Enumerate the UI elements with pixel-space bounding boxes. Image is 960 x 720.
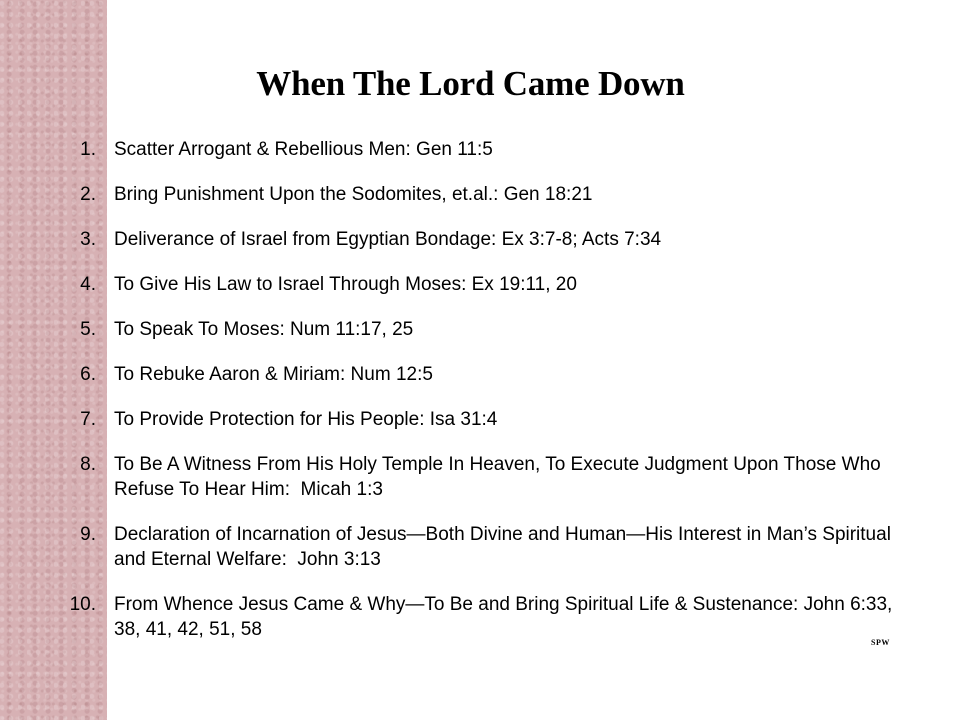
item-text: To Rebuke Aaron & Miriam: Num 12:5 (114, 364, 433, 385)
list-item (50, 317, 920, 342)
item-text: Bring Punishment Upon the Sodomites, et.al.: Gen 18:21 (114, 184, 593, 205)
item-number: 9. (80, 524, 96, 545)
item-text: To Be A Witness From His Holy Temple In Heaven, To Execute Judgment Upon Those Who Refuse To Hear Him: Micah 1:3 (114, 454, 886, 500)
item-number: 2. (80, 184, 96, 205)
list-item (50, 137, 920, 162)
item-number: 1. (80, 139, 96, 160)
list-item (50, 592, 920, 642)
item-number: 7. (80, 409, 96, 430)
item-number: 3. (80, 229, 96, 250)
item-text: To Provide Protection for His People: Isa 31:4 (114, 409, 498, 430)
item-text: To Speak To Moses: Num 11:17, 25 (114, 319, 414, 340)
item-text: Scatter Arrogant & Rebellious Men: Gen 11:5 (114, 139, 493, 160)
list-item (50, 227, 920, 252)
author-initials: SPW (871, 638, 890, 647)
item-text: Declaration of Incarnation of Jesus—Both Divine and Human—His Interest in Man’s Spiritual and Eternal Welfare: John 3:13 (114, 524, 897, 570)
list-item (50, 452, 920, 502)
reference-list (50, 137, 920, 662)
item-number: 10. (69, 594, 96, 615)
list-item (50, 407, 920, 432)
item-text: To Give His Law to Israel Through Moses: Ex 19:11, 20 (114, 274, 577, 295)
item-text: Deliverance of Israel from Egyptian Bondage: Ex 3:7-8; Acts 7:34 (114, 229, 662, 250)
item-number: 6. (80, 364, 96, 385)
slide-title: When The Lord Came Down (256, 64, 685, 103)
list-item (50, 522, 920, 572)
item-number: 4. (80, 274, 96, 295)
list-item (50, 362, 920, 387)
item-text: From Whence Jesus Came & Why—To Be and Bring Spiritual Life & Sustenance: John 6:33, 38, 41, 42, 51, 58 (114, 594, 898, 640)
list-item (50, 182, 920, 207)
item-number: 5. (80, 319, 96, 340)
list-item (50, 272, 920, 297)
item-number: 8. (80, 454, 96, 475)
